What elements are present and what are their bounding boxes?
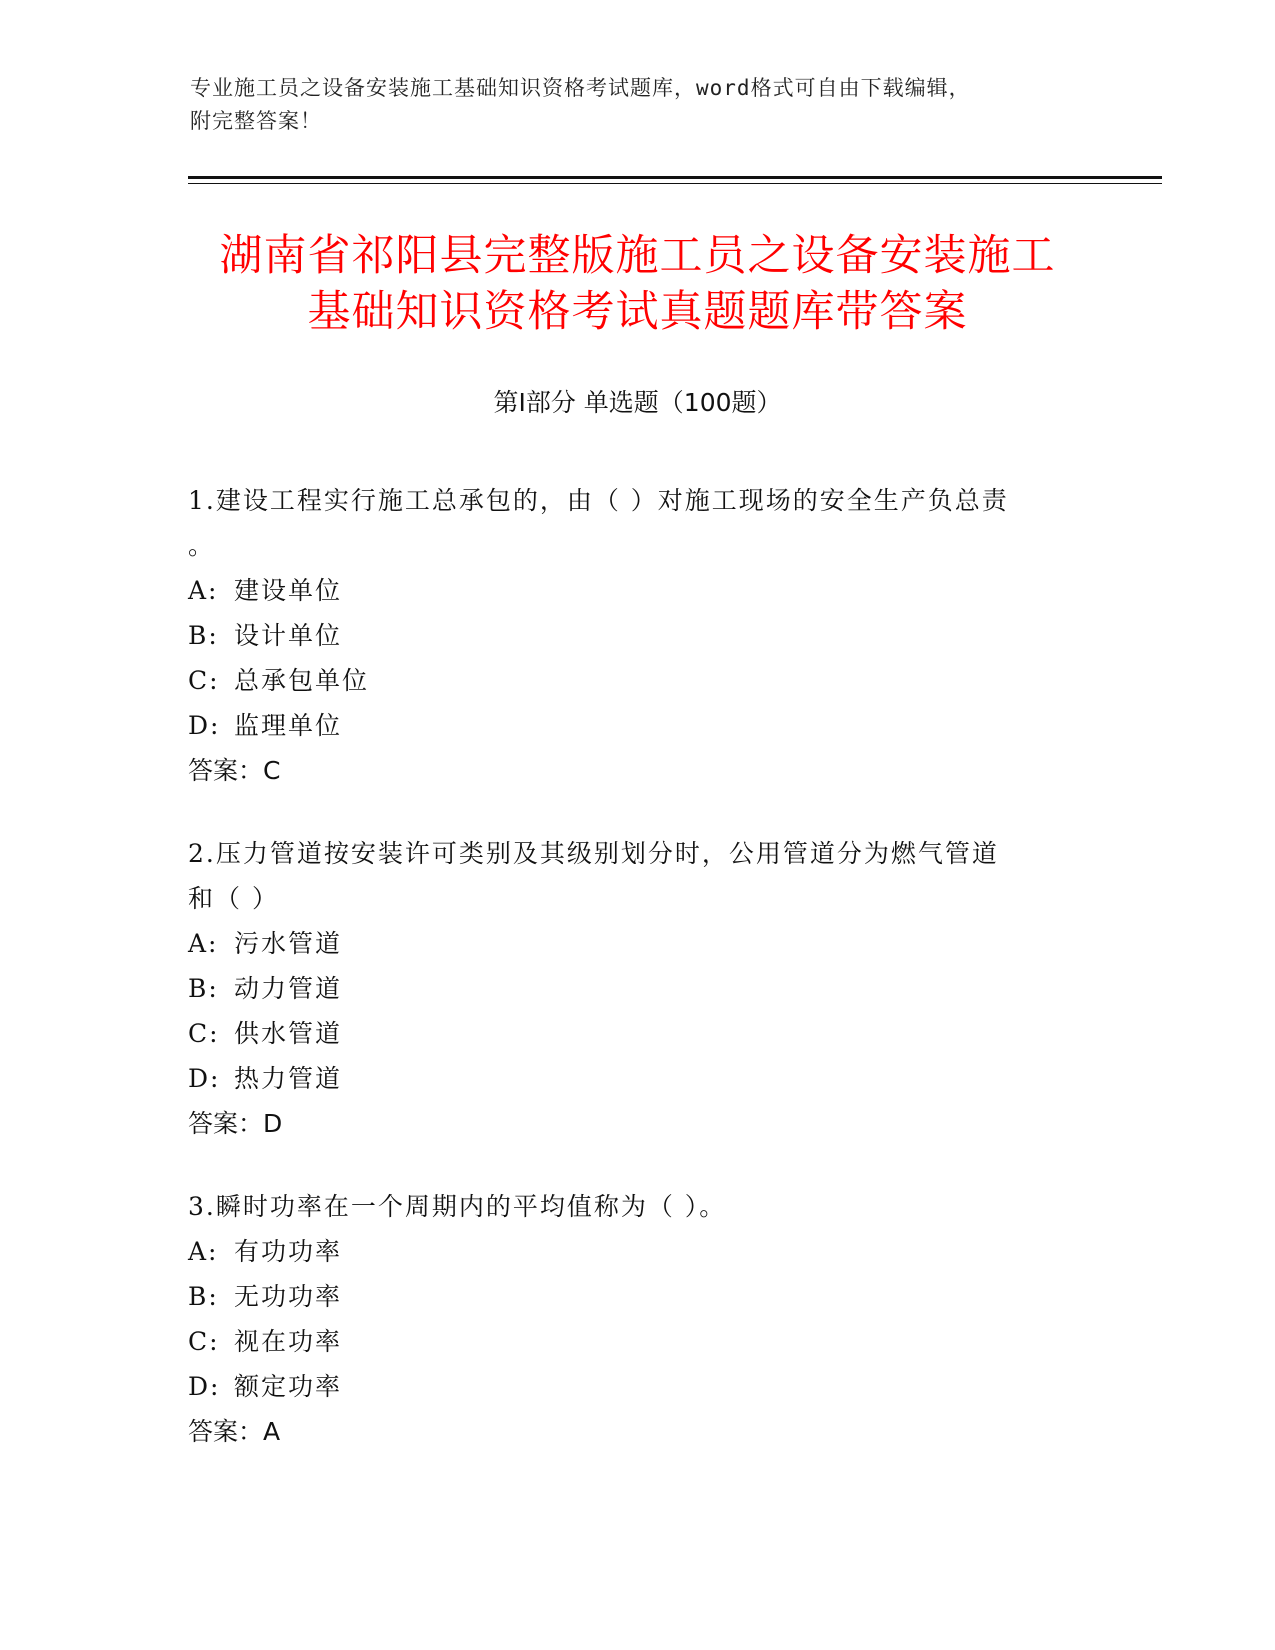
option-a [188, 921, 1088, 966]
question-stem: 3.瞬时功率在一个周期内的平均值称为（ ）。 [188, 1192, 727, 1221]
option-key: D: [188, 1064, 221, 1093]
option-text: 设计单位 [234, 621, 343, 650]
document-title [150, 228, 1125, 340]
answer-line: 答案：A [188, 1417, 281, 1446]
option-c [188, 1011, 1088, 1056]
option-text: 建设单位 [234, 576, 343, 605]
option-key: C: [188, 1019, 220, 1048]
option-text: 视在功率 [234, 1327, 343, 1356]
option-text: 监理单位 [234, 711, 343, 740]
option-d [188, 703, 1088, 748]
header-note-line-2: 附完整答案！ [190, 109, 322, 133]
option-a [188, 568, 1088, 613]
answer-line: 答案：D [188, 1109, 283, 1138]
option-key: D: [188, 1372, 221, 1401]
option-key: A: [188, 576, 219, 605]
option-key: B: [188, 974, 219, 1003]
header-note [190, 72, 1070, 138]
option-key: A: [188, 929, 219, 958]
option-key: C: [188, 666, 220, 695]
option-text: 动力管道 [234, 974, 343, 1003]
header-note-line-1: 专业施工员之设备安装施工基础知识资格考试题库，word格式可自由下载编辑， [190, 76, 971, 100]
option-key: B: [188, 1282, 219, 1311]
document-title-line-1: 湖南省祁阳县完整版施工员之设备安装施工 [219, 231, 1056, 281]
option-b [188, 613, 1088, 658]
option-text: 总承包单位 [234, 666, 370, 695]
option-text: 污水管道 [234, 929, 343, 958]
option-c [188, 658, 1088, 703]
option-text: 有功功率 [234, 1237, 343, 1266]
question-list [188, 478, 1088, 1492]
option-c [188, 1319, 1088, 1364]
option-d [188, 1364, 1088, 1409]
question-stem-continued: 。 [188, 531, 216, 560]
option-b [188, 1274, 1088, 1319]
option-key: A: [188, 1237, 219, 1266]
question-stem: 1.建设工程实行施工总承包的，由（ ）对施工现场的安全生产负总责 [188, 486, 1009, 515]
section-heading: 第Ⅰ部分 单选题（100题） [493, 388, 782, 417]
question-2 [188, 831, 1088, 1146]
header-divider-thick [188, 176, 1162, 179]
option-key: B: [188, 621, 219, 650]
header-divider-thin [188, 183, 1162, 184]
option-a [188, 1229, 1088, 1274]
question-stem: 2.压力管道按安装许可类别及其级别划分时，公用管道分为燃气管道 [188, 839, 999, 868]
answer-line: 答案：C [188, 756, 281, 785]
option-text: 无功功率 [234, 1282, 343, 1311]
question-1 [188, 478, 1088, 793]
option-text: 热力管道 [234, 1064, 343, 1093]
option-text: 供水管道 [234, 1019, 343, 1048]
question-3 [188, 1184, 1088, 1454]
document-title-line-2: 基础知识资格考试真题题库带答案 [307, 287, 968, 337]
question-stem-continued: 和（ ） [188, 884, 279, 913]
option-key: D: [188, 711, 221, 740]
option-b [188, 966, 1088, 1011]
option-key: C: [188, 1327, 220, 1356]
option-text: 额定功率 [234, 1372, 343, 1401]
option-d [188, 1056, 1088, 1101]
